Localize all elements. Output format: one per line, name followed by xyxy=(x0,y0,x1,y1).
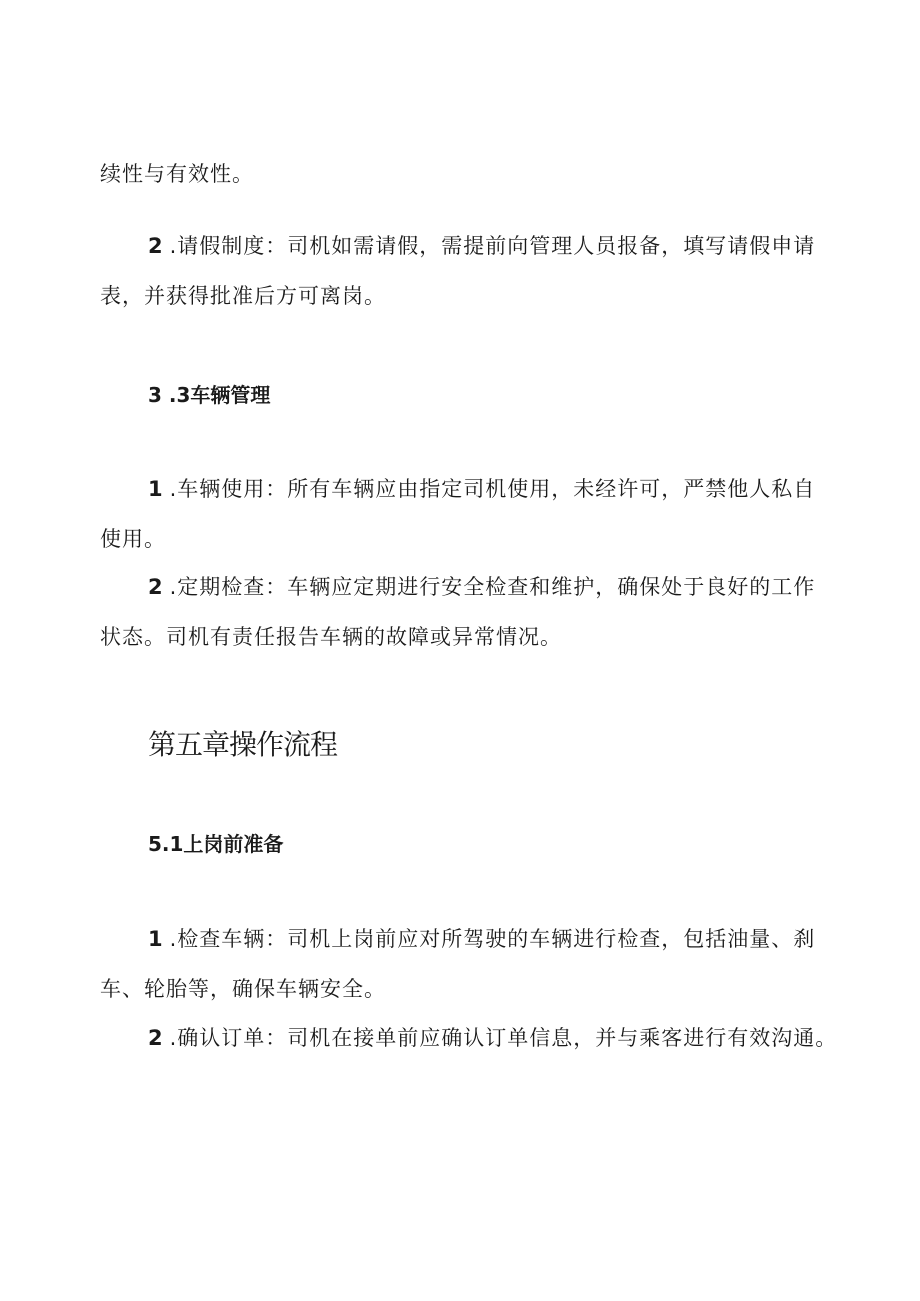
paragraph-text: 车、轮胎等，确保车辆安全。 xyxy=(100,977,386,1001)
paragraph-vehicle-use-line2 xyxy=(100,525,820,553)
paragraph-text: 表，并获得批准后方可离岗。 xyxy=(100,284,386,308)
paragraph-text: .确认订单：司机在接单前应确认订单信息，并与乘客进行有效沟通。 xyxy=(169,1026,838,1050)
paragraph-text: 使用。 xyxy=(100,527,166,551)
paragraph-continuation xyxy=(100,160,820,188)
section-heading-3-3: 3 .3车辆管理 xyxy=(148,383,271,407)
list-number: 1 xyxy=(148,477,164,501)
paragraph-leave-policy-line2 xyxy=(100,282,820,310)
paragraph-text: .请假制度：司机如需请假，需提前向管理人员报备，填写请假申请 xyxy=(169,234,816,258)
section-heading-5-1: 5.1上岗前准备 xyxy=(148,832,284,856)
paragraph-text: .检查车辆：司机上岗前应对所驾驶的车辆进行检查，包括油量、刹 xyxy=(169,927,816,951)
paragraph-inspection-line1 xyxy=(148,573,868,601)
paragraph-text: .车辆使用：所有车辆应由指定司机使用，未经许可，严禁他人私自 xyxy=(169,477,816,501)
chapter-title: 第五章操作流程 xyxy=(148,728,338,761)
paragraph-leave-policy-line1 xyxy=(148,232,868,260)
paragraph-text: .定期检查：车辆应定期进行安全检查和维护，确保处于良好的工作 xyxy=(169,575,816,599)
list-number: 2 xyxy=(148,1026,164,1050)
paragraph-check-vehicle-line1 xyxy=(148,925,868,953)
paragraph-check-vehicle-line2 xyxy=(100,975,820,1003)
list-number: 2 xyxy=(148,234,164,258)
paragraph-vehicle-use-line1 xyxy=(148,475,868,503)
paragraph-text: 续性与有效性。 xyxy=(100,162,254,186)
paragraph-confirm-order xyxy=(148,1024,838,1052)
list-number: 2 xyxy=(148,575,164,599)
paragraph-text: 状态。司机有责任报告车辆的故障或异常情况。 xyxy=(100,625,562,649)
list-number: 1 xyxy=(148,927,164,951)
paragraph-inspection-line2 xyxy=(100,623,820,651)
